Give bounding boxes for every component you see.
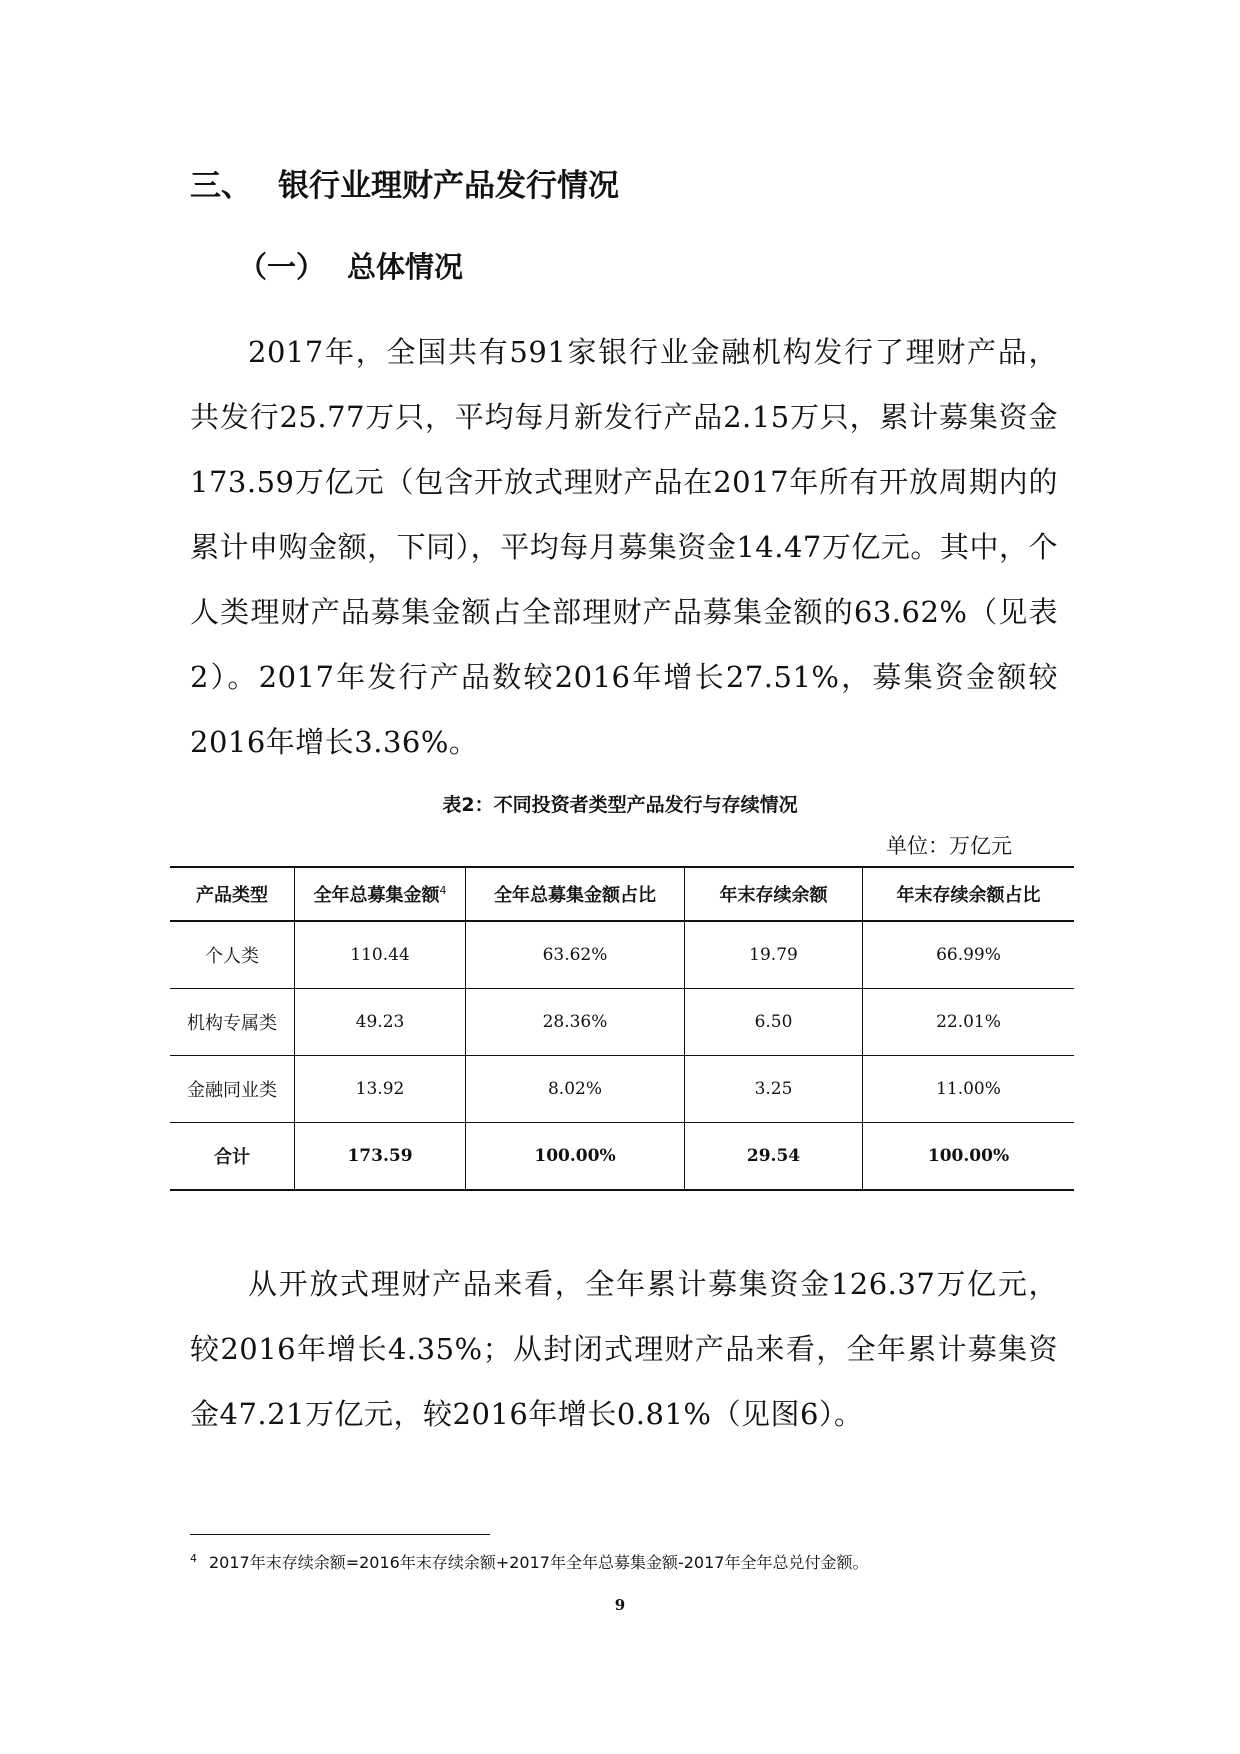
- header-cell-with-footnote: [295, 867, 466, 921]
- table-total-row: [170, 1123, 1074, 1191]
- table-cell: 11.00%: [863, 1056, 1075, 1123]
- table-cell: 66.99%: [863, 921, 1075, 989]
- table-cell: 63.62%: [466, 921, 685, 989]
- table-cell: 28.36%: [466, 989, 685, 1056]
- table-cell: 13.92: [295, 1056, 466, 1123]
- table-row: [170, 989, 1074, 1056]
- table-row: [170, 1056, 1074, 1123]
- table-cell: 8.02%: [466, 1056, 685, 1123]
- footnote-divider: [190, 1534, 490, 1535]
- header-cell: 年末存续余额: [685, 867, 863, 921]
- body-paragraph-2: 从开放式理财产品来看，全年累计募集资金126.37万亿元，较2016年增长4.35%；从封闭式理财产品来看，全年累计募集资金47.21万亿元，较2016年增长0.81%（见图6）。: [190, 1267, 1058, 1431]
- table-header-row: [170, 867, 1074, 921]
- row-label: 合计: [170, 1123, 295, 1191]
- table-unit: 单位：万亿元: [886, 834, 1012, 858]
- data-table: [170, 866, 1074, 1191]
- subsection-heading: [238, 245, 463, 286]
- header-cell-text: 全年总募集金额: [313, 885, 440, 906]
- table-cell: 49.23: [295, 989, 466, 1056]
- subsection-number: （一）: [238, 250, 326, 284]
- table-cell: 110.44: [295, 921, 466, 989]
- subsection-title: 总体情况: [347, 250, 464, 284]
- section-title: 银行业理财产品发行情况: [278, 168, 619, 204]
- page-number: 9: [614, 1596, 626, 1614]
- table-cell: 22.01%: [863, 989, 1075, 1056]
- table-cell: 29.54: [685, 1123, 863, 1191]
- body-paragraph-1: 2017年，全国共有591家银行业金融机构发行了理财产品，共发行25.77万只，平均每月新发行产品2.15万只，累计募集资金173.59万亿元（包含开放式理财产品在2017年所有开放周期内的累计申购金额，下同），平均每月募集资金14.47万亿元。其中，个人类理财产品募集金额占全部理财产品募集金额的63.62%（见表2）。2017年发行产品数较2016年增长27.51%，募集资金额较2016年增长3.36%。: [190, 335, 1058, 759]
- header-cell: 全年总募集金额占比: [466, 867, 685, 921]
- table-cell: 19.79: [685, 921, 863, 989]
- footnote-text: 2017年末存续余额=2016年末存续余额+2017年全年总募集金额-2017年全年总兑付金额。: [209, 1553, 869, 1572]
- row-label: 机构专属类: [170, 989, 295, 1056]
- header-cell: 产品类型: [170, 867, 295, 921]
- footnote: [190, 1550, 868, 1573]
- section-number: 三、: [190, 168, 252, 204]
- row-label: 金融同业类: [170, 1056, 295, 1123]
- table-cell: 3.25: [685, 1056, 863, 1123]
- table-cell: 173.59: [295, 1123, 466, 1191]
- table-caption: 表2：不同投资者类型产品发行与存续情况: [442, 794, 798, 816]
- row-label: 个人类: [170, 921, 295, 989]
- table-row: [170, 921, 1074, 989]
- section-heading: [190, 160, 619, 205]
- footnote-mark: 4: [190, 1551, 197, 1565]
- table-cell: 6.50: [685, 989, 863, 1056]
- table-cell: 100.00%: [466, 1123, 685, 1191]
- footnote-ref: 4: [439, 884, 447, 897]
- header-cell: 年末存续余额占比: [863, 867, 1075, 921]
- table-cell: 100.00%: [863, 1123, 1075, 1191]
